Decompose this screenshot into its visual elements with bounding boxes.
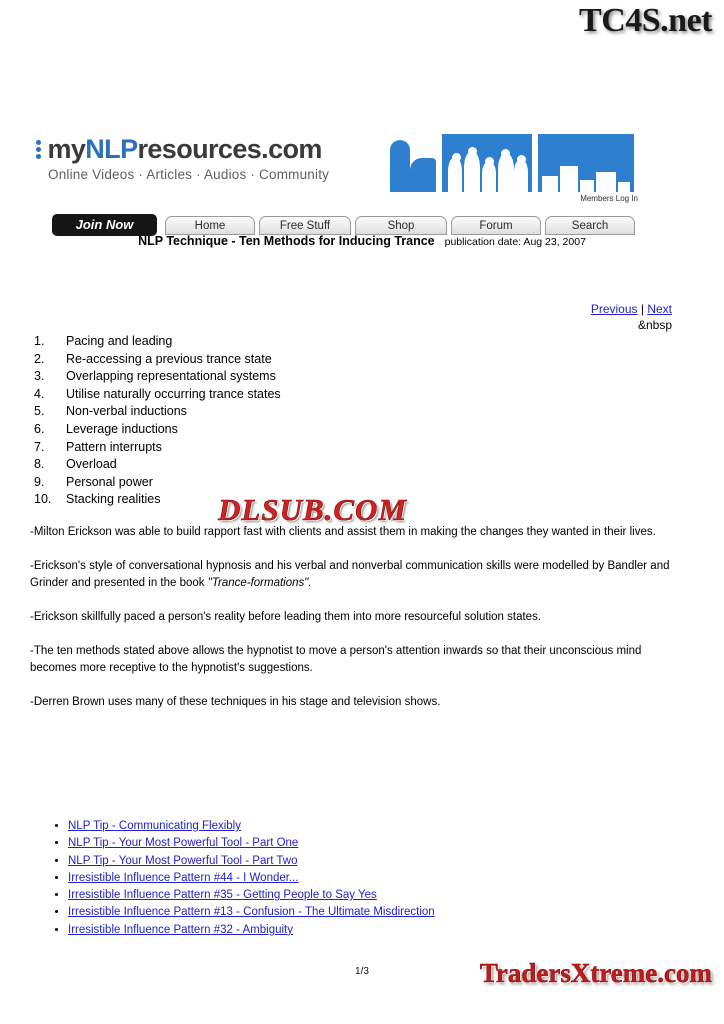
related-links-list (46, 818, 668, 939)
list-item (68, 887, 668, 904)
list-item-number: 9. (34, 474, 45, 489)
list-item (68, 870, 668, 887)
page-number: 1/3 (355, 966, 369, 977)
list-item-label: Utilise naturally occurring trance states (66, 386, 281, 401)
related-link[interactable]: Irresistible Influence Pattern #35 - Getting People to Say Yes (68, 889, 377, 902)
list-item-label: Leverage inductions (66, 421, 178, 436)
paragraph-4: -The ten methods stated above allows the hypnotist to move a person's attention inwards so that their unconscious mind becomes more receptive to the hypnotist's suggestions. (30, 645, 642, 674)
list-item-label: Overlapping representational systems (66, 369, 276, 384)
logo-nlp: NLP (85, 134, 138, 164)
list-item-label: Personal power (66, 474, 153, 489)
list-item (34, 334, 474, 352)
list-item-number: 2. (34, 351, 45, 366)
list-item (34, 387, 474, 405)
list-item-number: 6. (34, 421, 45, 436)
nav-item-forum[interactable]: Forum (451, 216, 541, 235)
nav-item-free-stuff[interactable]: Free Stuff (259, 216, 351, 235)
logo-dots-icon (36, 140, 41, 161)
list-item-label: Stacking realities (66, 492, 161, 507)
list-item-number: 3. (34, 369, 45, 384)
site-banner (36, 134, 642, 210)
next-link[interactable]: Next (647, 302, 672, 316)
tradersxtreme-watermark: TradersXtreme.com (479, 958, 712, 988)
logo-resources: resources.com (137, 134, 322, 164)
tc4s-watermark: TC4S.net (579, 2, 712, 39)
book-title: "Trance-formations". (207, 577, 312, 589)
paragraph-3: -Erickson skillfully paced a person's reality before leading them into more resourceful solution states. (30, 611, 541, 623)
banner-image-hand (386, 134, 438, 192)
logo-tagline: Online Videos · Articles · Audios · Community (48, 167, 330, 182)
related-link[interactable]: NLP Tip - Your Most Powerful Tool - Part One (68, 837, 299, 850)
list-item (34, 457, 474, 475)
nav-item-shop[interactable]: Shop (355, 216, 447, 235)
list-item-label: Re-accessing a previous trance state (66, 351, 272, 366)
list-item-label: Non-verbal inductions (66, 404, 187, 419)
list-item-number: 5. (34, 404, 45, 419)
pager-separator: | (640, 302, 644, 316)
paragraph-2-text: -Erickson's style of conversational hypnosis and his verbal and nonverbal communication skills were modelled by Bandler and Grinder and presented in the book (30, 560, 670, 589)
list-item-number: 10. (34, 492, 52, 507)
paragraph-5: -Derren Brown uses many of these techniques in his stage and television shows. (30, 696, 441, 708)
banner-image-city (538, 134, 634, 192)
list-item-label: Pacing and leading (66, 334, 173, 348)
dlsub-watermark: DLSUB.COM (218, 492, 408, 527)
pager (591, 302, 672, 316)
list-item (34, 422, 474, 440)
join-now-button[interactable]: Join Now (52, 214, 157, 236)
list-item (68, 904, 668, 921)
list-item (34, 404, 474, 422)
article-header (0, 232, 724, 250)
list-item (68, 922, 668, 939)
members-login-link[interactable]: Members Log In (580, 194, 638, 203)
banner-image-group (442, 134, 532, 192)
list-item-number: 4. (34, 386, 45, 401)
list-item (68, 853, 668, 870)
related-link[interactable]: Irresistible Influence Pattern #13 - Confusion - The Ultimate Misdirection (68, 906, 435, 919)
related-link[interactable]: NLP Tip - Communicating Flexibly (68, 820, 241, 832)
methods-list (34, 334, 474, 510)
list-item-label: Overload (66, 457, 117, 472)
list-item (68, 835, 668, 852)
related-link[interactable]: Irresistible Influence Pattern #44 - I Wonder... (68, 871, 299, 884)
list-item (34, 352, 474, 370)
paragraph-1: -Milton Erickson was able to build rapport fast with clients and assist them in making the changes they wanted in their lives. (30, 526, 656, 538)
list-item (68, 818, 668, 835)
list-item (34, 440, 474, 458)
list-item-number: 7. (34, 439, 45, 454)
list-item-label: Pattern interrupts (66, 439, 162, 454)
publication-date: publication date: Aug 23, 2007 (444, 236, 586, 248)
logo-text (47, 134, 321, 164)
list-item (34, 369, 474, 387)
paragraph-2 (30, 558, 690, 592)
logo-my: my (47, 134, 86, 164)
list-item-number: 8. (34, 457, 45, 472)
list-item (34, 475, 474, 493)
list-item-number: 1. (34, 334, 45, 348)
article-body (30, 524, 690, 728)
related-link[interactable]: NLP Tip - Your Most Powerful Tool - Part Two (68, 854, 298, 867)
previous-link[interactable]: Previous (590, 302, 638, 316)
page-title: NLP Technique - Ten Methods for Inducing Trance (138, 234, 435, 248)
site-logo[interactable] (36, 134, 376, 182)
nav-item-home[interactable]: Home (165, 216, 255, 235)
banner-images (386, 134, 642, 194)
related-link[interactable]: Irresistible Influence Pattern #32 - Ambiguity (68, 923, 294, 936)
nav-item-search[interactable]: Search (545, 216, 635, 235)
nbsp-text: &nbsp (637, 318, 672, 332)
